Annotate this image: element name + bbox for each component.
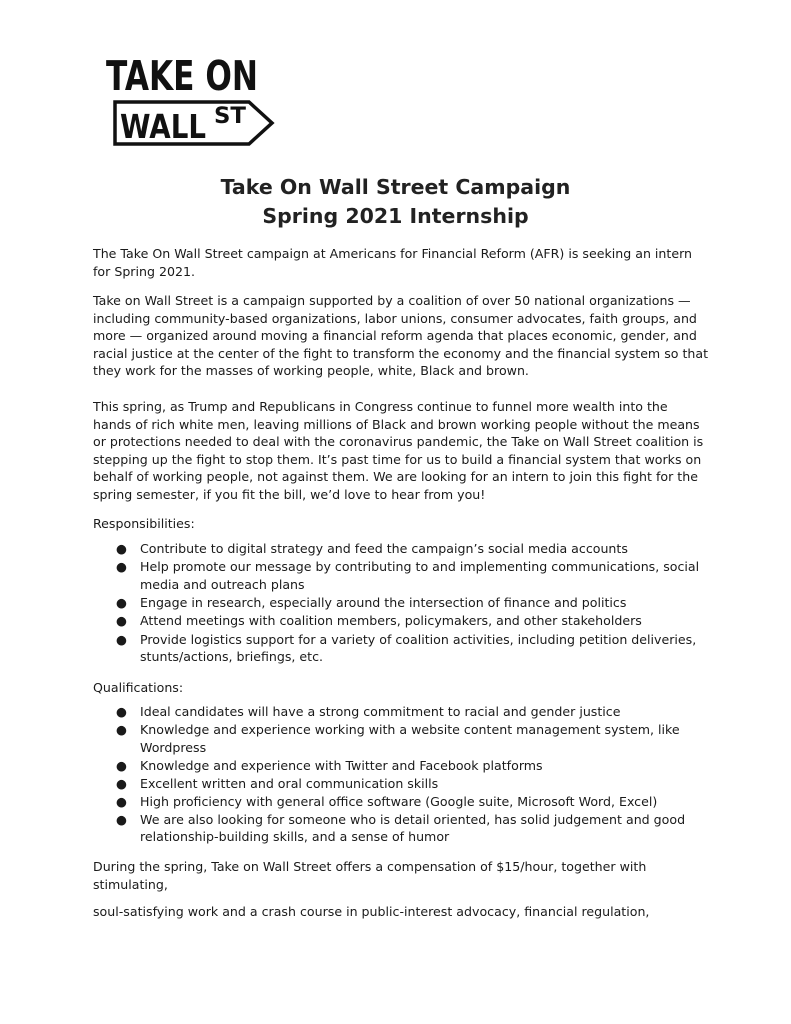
list-item [93, 775, 709, 793]
take-on-wall-st-logo [106, 50, 278, 152]
list-item [93, 558, 709, 593]
list-item-text: Attend meetings with coalition members, policymakers, and other stakeholders [140, 613, 642, 629]
logo-line2: WALL [120, 107, 206, 146]
list-item [93, 793, 709, 811]
list-item-text: Excellent written and oral communication skills [140, 775, 439, 791]
list-item [93, 703, 709, 721]
list-item [93, 757, 709, 775]
list-item-text: High proficiency with general office software (Google suite, Microsoft Word, Excel) [140, 793, 658, 809]
list-item-text: Provide logistics support for a variety of coalition activities, including petition deliveries, stunts/actions, briefings, etc. [140, 631, 697, 665]
page-title-line1: Take On Wall Street Campaign [220, 175, 571, 199]
list-item-text: Contribute to digital strategy and feed the campaign’s social media accounts [140, 541, 628, 556]
logo-line3: ST [214, 104, 246, 129]
compensation-paragraph-continued: soul-satisfying work and a crash course in public-interest advocacy, financial regulation, [93, 904, 650, 919]
responsibilities-heading: Responsibilities: [93, 516, 195, 531]
list-item [93, 540, 709, 558]
bullet-icon: ● [116, 722, 127, 737]
list-item-text: Knowledge and experience working with a website content management system, like Wordpress [140, 722, 680, 755]
list-item [93, 811, 709, 846]
bullet-icon: ● [116, 559, 127, 575]
list-item [93, 631, 709, 666]
list-item-text: Ideal candidates will have a strong commitment to racial and gender justice [140, 704, 621, 719]
about-paragraph: Take on Wall Street is a campaign supported by a coalition of over 50 national organizations — including community-based organizations, labor unions, consumer advocates, faith groups, and more — organized around moving a financial reform agenda that places economic, gender, and racial justice at the center of the fight to transform the economy and the financial system so that they work for the masses of working people, white, Black and brown. [93, 293, 709, 378]
bullet-icon: ● [116, 631, 127, 647]
list-item [93, 612, 709, 630]
intro-paragraph: The Take On Wall Street campaign at Americans for Financial Reform (AFR) is seeking an intern for Spring 2021. [93, 246, 693, 279]
page-title-line2: Spring 2021 Internship [262, 204, 529, 228]
logo-line1: TAKE ON [106, 52, 258, 100]
bullet-icon: ● [116, 793, 127, 809]
list-item-text: Knowledge and experience with Twitter and Facebook platforms [140, 757, 543, 773]
bullet-icon: ● [116, 541, 127, 556]
list-item [93, 594, 709, 612]
list-item-text: We are also looking for someone who is detail oriented, has solid judgement and good relationship-building skills, and a sense of humor [140, 811, 686, 844]
list-item [93, 721, 709, 756]
bullet-icon: ● [116, 811, 127, 827]
bullet-icon: ● [116, 775, 127, 791]
qualifications-list [93, 703, 709, 846]
bullet-icon: ● [116, 757, 127, 773]
compensation-paragraph: During the spring, Take on Wall Street offers a compensation of $15/hour, together with stimulating, [93, 859, 647, 892]
bullet-icon: ● [116, 613, 127, 629]
list-item-text: Help promote our message by contributing to and implementing communications, social media and outreach plans [140, 559, 700, 592]
spring-paragraph: This spring, as Trump and Republicans in Congress continue to funnel more wealth into the hands of rich white men, leaving millions of Black and brown working people without the means or protections needed to deal with the coronavirus pandemic, the Take on Wall Street coalition is stepping up the fight to stop them. It’s past time for us to build a financial system that works on behalf of working people, not against them. We are looking for an intern to join this fight for the spring semester, if you fit the bill, we’d love to hear from you! [93, 399, 704, 502]
bullet-icon: ● [116, 595, 127, 611]
list-item-text: Engage in research, especially around the intersection of finance and politics [140, 595, 627, 611]
bullet-icon: ● [116, 704, 127, 719]
qualifications-heading: Qualifications: [93, 680, 184, 695]
responsibilities-list [93, 540, 709, 666]
